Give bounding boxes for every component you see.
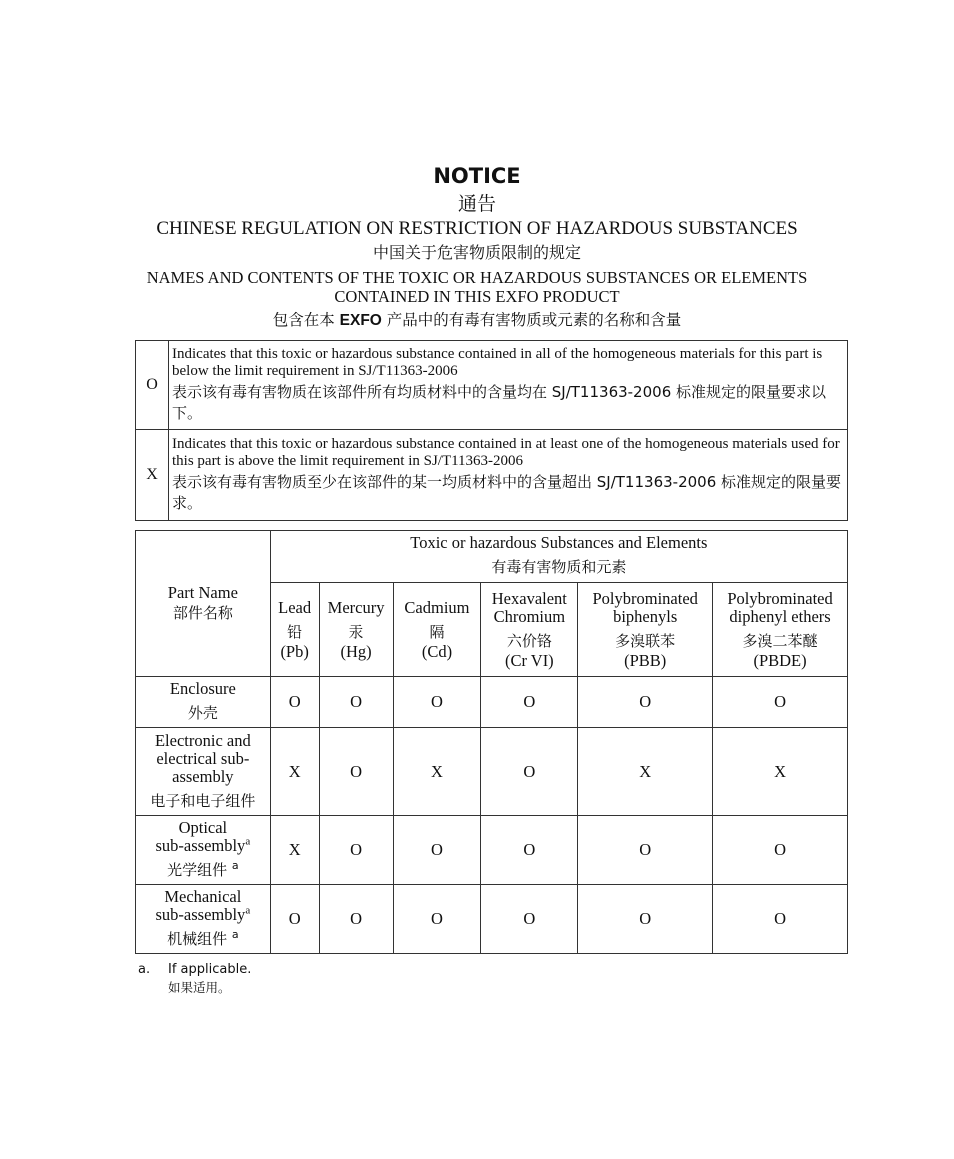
column-name-zh: 铅 [287, 622, 303, 641]
part-name-cell [136, 728, 271, 816]
part-name-zh [136, 928, 270, 950]
header-row-group [136, 531, 848, 583]
part-name-zh-text: 机械组件 [167, 930, 228, 948]
value-cell: O [481, 677, 578, 728]
value-cell: X [270, 728, 319, 816]
value-cell: X [270, 816, 319, 885]
column-name: Mercury [327, 597, 385, 617]
legend-description [169, 341, 848, 430]
footnote-text: If applicable. [168, 962, 252, 977]
legend-description-zh: 表示该有毒有害物质在该部件所有均质材料中的含量均在 SJ/T11363-2006 标准规定的限量要求以下。 [172, 383, 827, 422]
part-name-header [136, 531, 271, 677]
table-row [136, 816, 848, 885]
part-name-line2 [136, 837, 270, 855]
part-name-line1: Optical [178, 818, 228, 837]
column-name-zh: 多溴二苯醚 [742, 631, 818, 650]
value-cell: X [578, 728, 713, 816]
part-name-header-zh: 部件名称 [172, 603, 233, 622]
legend-row [136, 341, 848, 430]
names-zh-pre: 包含在本 [272, 311, 340, 329]
part-name-zh: 电子和电子组件 [150, 791, 256, 810]
column-header-pbde [713, 583, 848, 677]
regulation-title-zh: 中国关于危害物质限制的规定 [372, 243, 581, 262]
legend-description-en: Indicates that this toxic or hazardous substance contained in all of the homogeneous materials for this part is below the limit requirement in SJ/T11363-2006 [172, 346, 823, 379]
footnote [138, 961, 251, 997]
footnote-label: a. [138, 962, 151, 977]
value-cell: O [393, 816, 481, 885]
names-zh-post: 产品中的有毒有害物质或元素的名称和含量 [381, 311, 682, 329]
part-name-cell [136, 677, 271, 728]
column-header-pbb [578, 583, 713, 677]
part-name-line1: Mechanical [164, 887, 242, 906]
column-name-zh: 隔 [429, 622, 445, 641]
value-cell: O [319, 677, 393, 728]
column-name-zh: 汞 [348, 622, 364, 641]
legend-description-en: Indicates that this toxic or hazardous substance contained in at least one of the homogeneous materials used for this part is above the limit requirement in SJ/T11363-2006 [172, 436, 840, 469]
column-name: Cadmium [404, 597, 470, 617]
value-cell: X [713, 728, 848, 816]
value-cell: O [578, 885, 713, 954]
part-name-line2-text: sub-assembly [155, 836, 246, 855]
footnote-marker: a [231, 859, 239, 872]
names-title-line2: CONTAINED IN THIS EXFO PRODUCT [334, 287, 620, 306]
value-cell: O [319, 816, 393, 885]
value-cell: O [713, 885, 848, 954]
column-name-zh: 六价铬 [506, 631, 552, 650]
part-name-zh: 外壳 [187, 704, 218, 722]
footnote-line [138, 961, 251, 979]
column-symbol: (Hg) [340, 641, 372, 661]
value-cell: O [578, 816, 713, 885]
column-name: Polybrominated diphenyl ethers [727, 588, 833, 626]
column-name: Lead [278, 597, 312, 617]
value-cell: O [578, 677, 713, 728]
value-cell: O [481, 728, 578, 816]
part-name-cell [136, 885, 271, 954]
table-row [136, 728, 848, 816]
value-cell: O [713, 677, 848, 728]
column-name-zh: 多溴联苯 [615, 631, 676, 650]
column-symbol: (PBB) [624, 650, 667, 670]
legend-symbol: X [136, 430, 169, 521]
column-symbol: (Cd) [421, 641, 453, 661]
value-cell: O [481, 885, 578, 954]
column-header-mercury [319, 583, 393, 677]
column-name: Polybrominated biphenyls [592, 588, 698, 626]
part-name-zh [136, 859, 270, 881]
footnote-marker: a [245, 835, 251, 848]
part-name: Electronic and electrical sub-assembly [154, 730, 251, 786]
part-name: Enclosure [169, 679, 236, 698]
legend-symbol: O [136, 341, 169, 430]
regulation-title: CHINESE REGULATION ON RESTRICTION OF HAZARDOUS SUBSTANCES [156, 218, 798, 239]
legend-description-zh: 表示该有毒有害物质至少在该部件的某一均质材料中的含量超出 SJ/T11363-2006 标准规定的限量要求。 [172, 473, 842, 512]
names-title-zh [0, 308, 954, 330]
table-row [136, 677, 848, 728]
part-name-cell [136, 816, 271, 885]
value-cell: O [713, 816, 848, 885]
legend-description [169, 430, 848, 521]
part-name-line2-text: sub-assembly [155, 905, 246, 924]
column-header-cadmium [393, 583, 481, 677]
value-cell: X [393, 728, 481, 816]
symbol-legend-table [135, 340, 848, 521]
footnote-marker: a [231, 928, 239, 941]
value-cell: O [481, 816, 578, 885]
notice-title: NOTICE [433, 164, 521, 188]
part-name-header-en: Part Name [167, 582, 238, 602]
value-cell: O [393, 885, 481, 954]
names-title-line1: NAMES AND CONTENTS OF THE TOXIC OR HAZARDOUS SUBSTANCES OR ELEMENTS [146, 268, 808, 287]
part-name-line2 [136, 906, 270, 924]
part-name-zh-text: 光学组件 [167, 861, 228, 879]
substances-group-header [270, 531, 847, 583]
table-row [136, 885, 848, 954]
substances-table [135, 530, 848, 954]
value-cell: O [270, 885, 319, 954]
value-cell: O [270, 677, 319, 728]
notice-title-zh: 通告 [457, 193, 496, 215]
value-cell: O [393, 677, 481, 728]
column-header-lead [270, 583, 319, 677]
column-symbol: (PBDE) [753, 650, 807, 670]
names-title [0, 268, 954, 306]
column-symbol: (Cr VI) [504, 650, 554, 670]
column-name: Hexavalent Chromium [491, 588, 567, 626]
names-zh-brand: EXFO [339, 312, 382, 329]
value-cell: O [319, 885, 393, 954]
column-symbol: (Pb) [280, 641, 309, 661]
value-cell: O [319, 728, 393, 816]
legend-row [136, 430, 848, 521]
column-header-hexavalent-chromium [481, 583, 578, 677]
footnote-text-zh: 如果适用。 [168, 980, 231, 995]
group-header-en: Toxic or hazardous Substances and Elements [410, 532, 708, 552]
footnote-marker: a [245, 904, 251, 917]
group-header-zh: 有毒有害物质和元素 [491, 557, 627, 576]
